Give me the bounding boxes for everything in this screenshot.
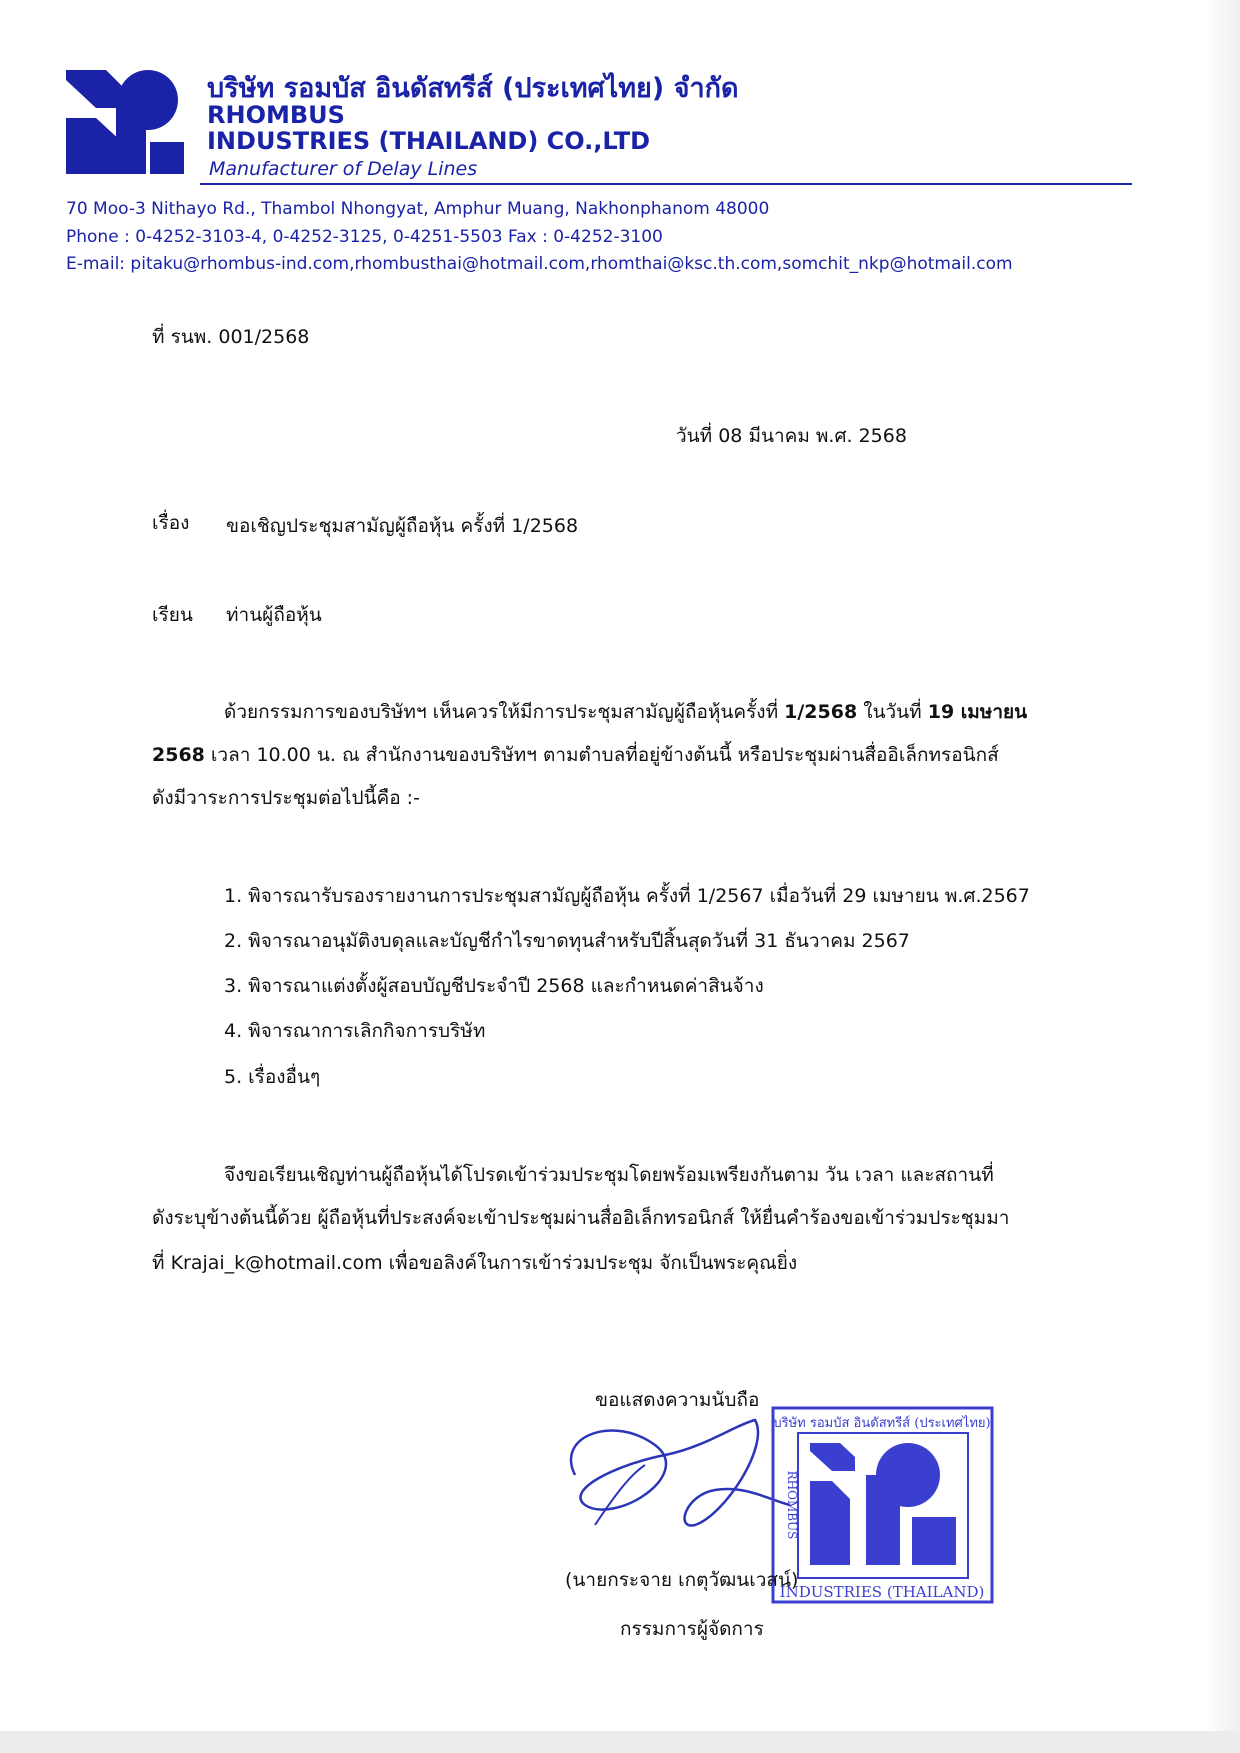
agenda-item-5: 5. เรื่องอื่นๆ [224, 1066, 321, 1088]
paragraph1-line1 [224, 697, 1027, 727]
paragraph1-line1-c: ในวันที่ [857, 701, 928, 723]
meeting-number: 1/2568 [784, 701, 858, 723]
seal-text-top: บริษัท รอมบัส อินดัสทรีส์ (ประเทศไทย) [773, 1416, 991, 1431]
recipient-text: ท่านผู้ถือหุ้น [226, 604, 322, 626]
paragraph1-line1-a: ด้วยกรรมการของบริษัทฯ เห็นควรให้มีการประชุมสามัญผู้ถือหุ้นครั้งที่ [224, 701, 785, 723]
agenda-item-2: 2. พิจารณาอนุมัติงบดุลและบัญชีกำไรขาดทุนสำหรับปีสิ้นสุดวันที่ 31 ธันวาคม 2567 [224, 930, 910, 952]
letter-date: วันที่ 08 มีนาคม พ.ศ. 2568 [676, 425, 907, 447]
paragraph2-line3: ที่ Krajai_k@hotmail.com เพื่อขอลิงค์ในการเข้าร่วมประชุม จักเป็นพระคุณยิ่ง [152, 1252, 798, 1274]
agenda-item-4: 4. พิจารณาการเลิกกิจการบริษัท [224, 1020, 486, 1042]
paragraph1-line3: ดังมีวาระการประชุมต่อไปนี้คือ :- [152, 787, 420, 809]
company-phone: Phone : 0-4252-3103-4, 0-4252-3125, 0-4251-5503 Fax : 0-4252-3100 [66, 227, 663, 247]
company-address: 70 Moo-3 Nithayo Rd., Thambol Nhongyat, Amphur Muang, Nakhonphanom 48000 [66, 199, 770, 219]
signer-name: (นายกระจาย เกตุวัฒนเวสน์) [565, 1569, 799, 1591]
recipient-label: เรียน [152, 604, 193, 626]
signature-icon [555, 1405, 795, 1550]
company-tagline: Manufacturer of Delay Lines [209, 158, 478, 180]
company-name-thai: บริษัท รอมบัส อินดัสทรีส์ (ประเทศไทย) จำกัด [207, 73, 739, 104]
company-seal-icon [770, 1405, 995, 1605]
seal-text-bottom: INDUSTRIES (THAILAND) [779, 1583, 985, 1601]
paragraph1-line2 [152, 740, 999, 770]
company-name-en-line2: INDUSTRIES (THAILAND) CO.,LTD [207, 127, 650, 155]
paragraph2-line2: ดังระบุข้างต้นนี้ด้วย ผู้ถือหุ้นที่ประสงค์จะเข้าประชุมผ่านสื่ออิเล็กทรอนิกส์ ให้ยื่นคำร้องขอเข้าร่วมประชุมมา [152, 1207, 1010, 1229]
reference-number: ที่ รนพ. 001/2568 [152, 326, 310, 348]
meeting-date: 19 เมษายน [927, 701, 1028, 723]
agenda-item-3: 3. พิจารณาแต่งตั้งผู้สอบบัญชีประจำปี 2568 และกำหนดค่าสินจ้าง [224, 975, 764, 997]
letterhead-divider [200, 183, 1132, 185]
meeting-year: 2568 [152, 744, 205, 766]
signer-position: กรรมการผู้จัดการ [620, 1618, 764, 1640]
closing-text: ขอแสดงความนับถือ [595, 1389, 760, 1411]
agenda-item-1: 1. พิจารณารับรองรายงานการประชุมสามัญผู้ถือหุ้น ครั้งที่ 1/2567 เมื่อวันที่ 29 เมษายน พ.ศ.2567 [224, 885, 1030, 907]
scan-bottom-shadow [0, 1731, 1240, 1753]
seal-text-side: RHOMBUS [785, 1470, 799, 1540]
paragraph2-line1: จึงขอเรียนเชิญท่านผู้ถือหุ้นได้โปรดเข้าร่วมประชุมโดยพร้อมเพรียงกันตาม วัน เวลา และสถานที่ [224, 1164, 994, 1186]
company-logo-icon [66, 70, 184, 174]
subject-text: ขอเชิญประชุมสามัญผู้ถือหุ้น ครั้งที่ 1/2568 [226, 515, 579, 537]
subject-label: เรื่อง [152, 512, 190, 534]
scan-edge-shadow [1206, 0, 1240, 1753]
company-email: E-mail: pitaku@rhombus-ind.com,rhombusthai@hotmail.com,rhomthai@ksc.th.com,somchit_nkp@hotmail.com [66, 254, 1013, 274]
paragraph1-line2-b: เวลา 10.00 น. ณ สำนักงานของบริษัทฯ ตามตำบลที่อยู่ข้างต้นนี้ หรือประชุมผ่านสื่ออิเล็กทรอนิกส์ [204, 744, 999, 766]
company-name-en-line1: RHOMBUS [207, 101, 345, 129]
